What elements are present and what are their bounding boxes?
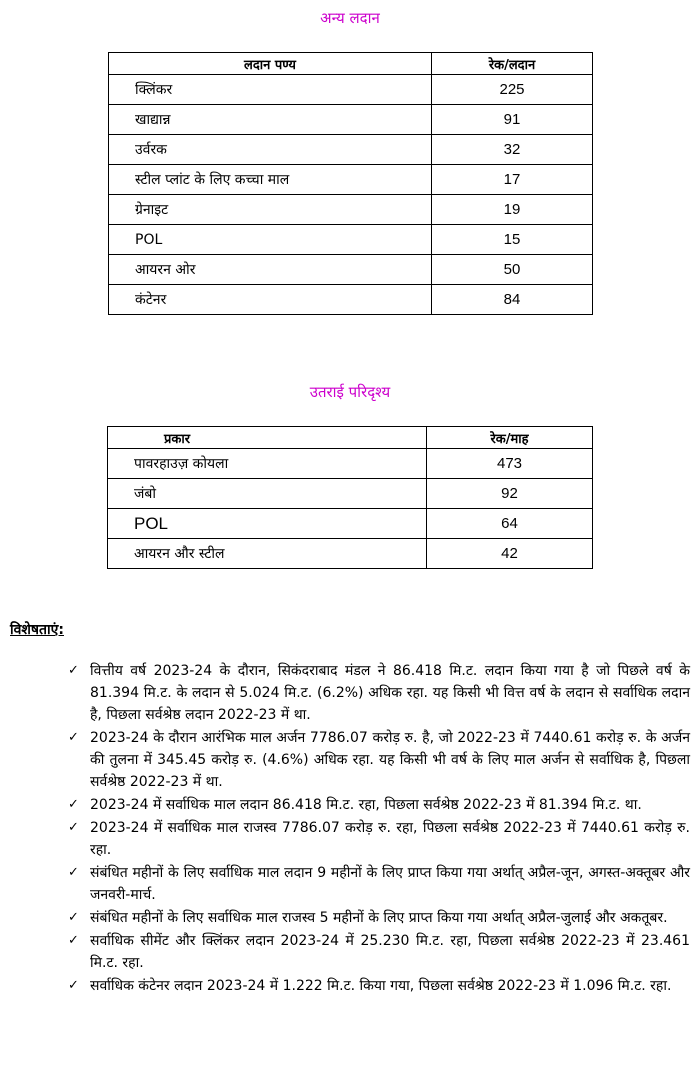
feature-text: वित्तीय वर्ष 2023-24 के दौरान, सिकंदराबाद मंडल ने 86.418 मि.ट. लदान किया गया है जो पिछले वर्ष के 81.394 मि.ट. के लदान से 5.024 मि.ट. (6.2%) अधिक रहा. यह किसी भी वित्त वर्ष के लदान से सर्वाधिक लदान है, पिछला सर्वश्रेष्ठ लदान 2022-23 में था. <box>90 663 690 723</box>
row-name: उर्वरक <box>109 135 432 165</box>
table-row <box>109 195 593 225</box>
checkmark-icon: ✓ <box>68 797 79 812</box>
list-item <box>68 907 690 929</box>
row-name: पावरहाउज़ कोयला <box>108 449 427 479</box>
column-header-commodity: लदान पण्य <box>109 53 432 75</box>
feature-text: 2023-24 में सर्वाधिक माल राजस्व 7786.07 करोड़ रु. रहा, पिछला सर्वश्रेष्ठ 2022-23 में 7440.61 करोड़ रु. रहा. <box>90 820 690 858</box>
list-item <box>68 660 690 726</box>
row-value: 17 <box>432 165 593 195</box>
row-name: खाद्यान्न <box>109 105 432 135</box>
table-row <box>109 135 593 165</box>
other-loading-title: अन्य लदान <box>320 9 380 27</box>
row-value: 225 <box>432 75 593 105</box>
row-value: 92 <box>427 479 593 509</box>
row-value: 473 <box>427 449 593 479</box>
table-row <box>108 449 593 479</box>
list-item <box>68 794 690 816</box>
checkmark-icon: ✓ <box>68 820 79 835</box>
feature-text: सर्वाधिक कंटेनर लदान 2023-24 में 1.222 मि.ट. किया गया, पिछला सर्वश्रेष्ठ 2022-23 में 1.096 मि.ट. रहा. <box>90 978 672 994</box>
list-item <box>68 862 690 906</box>
unloading-table <box>107 426 593 569</box>
row-name: स्टील प्लांट के लिए कच्चा माल <box>109 165 432 195</box>
checkmark-icon: ✓ <box>68 730 79 745</box>
list-item <box>68 930 690 974</box>
table-row <box>109 225 593 255</box>
row-name: कंटेनर <box>109 285 432 315</box>
column-header-type: प्रकार <box>108 427 427 449</box>
row-value: 32 <box>432 135 593 165</box>
table-row <box>109 165 593 195</box>
features-heading: विशेषताएं: <box>10 622 64 638</box>
row-name: POL <box>109 225 432 255</box>
row-name: जंबो <box>108 479 427 509</box>
checkmark-icon: ✓ <box>68 933 79 948</box>
table-row <box>109 255 593 285</box>
table-row <box>108 509 593 539</box>
list-item <box>68 727 690 793</box>
other-loading-table <box>108 52 593 315</box>
table-row <box>108 539 593 569</box>
table-row <box>109 285 593 315</box>
table-header-row <box>108 427 593 449</box>
row-name: ग्रेनाइट <box>109 195 432 225</box>
row-name: आयरन और स्टील <box>108 539 427 569</box>
unloading-title: उतराई परिदृश्य <box>309 383 391 401</box>
feature-text: संबंधित महीनों के लिए सर्वाधिक माल राजस्व 5 महीनों के लिए प्राप्त किया गया अर्थात् अप्रैल-जुलाई और अकतूबर. <box>90 910 668 926</box>
table-row <box>109 105 593 135</box>
row-value: 42 <box>427 539 593 569</box>
checkmark-icon: ✓ <box>68 910 79 925</box>
feature-text: 2023-24 के दौरान आरंभिक माल अर्जन 7786.07 करोड़ रु. है, जो 2022-23 में 7440.61 करोड़ रु. के अर्जन की तुलना में 345.45 करोड़ रु. (4.6%) अधिक रहा. यह किसी भी वर्ष के लिए माल अर्जन से सर्वाधिक है, पिछला सर्वश्रेष्ठ 2022-23 में था. <box>90 730 690 790</box>
features-list <box>68 660 690 998</box>
row-value: 15 <box>432 225 593 255</box>
row-value: 50 <box>432 255 593 285</box>
checkmark-icon: ✓ <box>68 978 79 993</box>
feature-text: सर्वाधिक सीमेंट और क्लिंकर लदान 2023-24 में 25.230 मि.ट. रहा, पिछला सर्वश्रेष्ठ 2022-23 में 23.461 मि.ट. रहा. <box>90 933 690 971</box>
list-item <box>68 975 690 997</box>
checkmark-icon: ✓ <box>68 865 79 880</box>
column-header-rakes: रेक/लदान <box>432 53 593 75</box>
feature-text: 2023-24 में सर्वाधिक माल लदान 86.418 मि.ट. रहा, पिछला सर्वश्रेष्ठ 2022-23 में 81.394 मि.ट. था. <box>90 797 642 813</box>
row-name: क्लिंकर <box>109 75 432 105</box>
table-row <box>108 479 593 509</box>
row-name: आयरन ओर <box>109 255 432 285</box>
row-name: POL <box>108 509 427 539</box>
feature-text: संबंधित महीनों के लिए सर्वाधिक माल लदान 9 महीनों के लिए प्राप्त किया गया अर्थात् अप्रैल-जून, अगस्त-अक्तूबर और जनवरी-मार्च. <box>90 865 690 903</box>
checkmark-icon: ✓ <box>68 663 79 678</box>
row-value: 64 <box>427 509 593 539</box>
table-row <box>109 75 593 105</box>
table-header-row <box>109 53 593 75</box>
row-value: 19 <box>432 195 593 225</box>
list-item <box>68 817 690 861</box>
row-value: 91 <box>432 105 593 135</box>
row-value: 84 <box>432 285 593 315</box>
column-header-rakes-per-month: रेक/माह <box>427 427 593 449</box>
